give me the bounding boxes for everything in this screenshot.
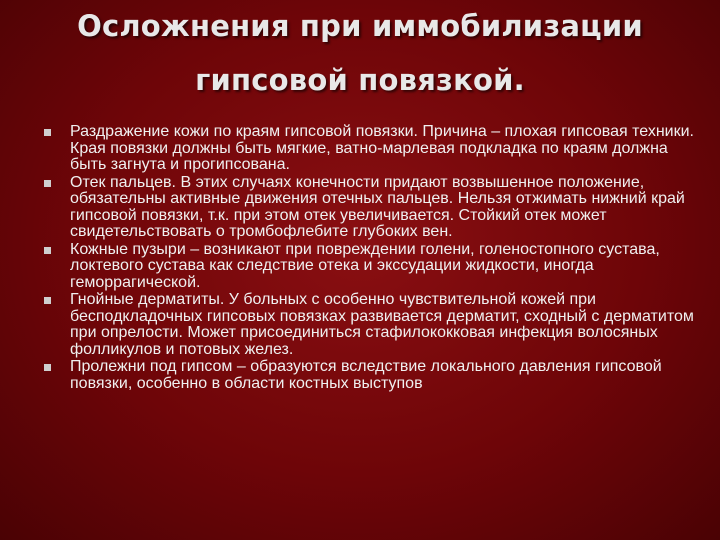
square-bullet-icon <box>44 129 51 136</box>
title-line-2: гипсовой повязкой. <box>195 63 525 97</box>
bullet-item <box>44 242 704 292</box>
bullet-text: Раздражение кожи по краям гипсовой повязки. Причина – плохая гипсовая техники. Края повязки должны быть мягкие, ватно-марлевая подкладка по краям должна быть загнута и прогипсована. <box>70 123 694 173</box>
square-bullet-icon <box>44 297 51 304</box>
bullet-text: Отек пальцев. В этих случаях конечности придают возвышенное положение, обязательны активные движения отечных пальцев. Нельзя отжимать нижний край гипсовой повязки, т.к. при этом отек увеличивается. Стойкий отек может свидетельствовать о тромбофлебите глубоких вен. <box>70 173 685 240</box>
bullet-item <box>44 359 704 392</box>
bullet-list <box>44 124 704 393</box>
bullet-text: Кожные пузыри – возникают при повреждении голени, голеностопного сустава, локтевого сустава как следствие отека и экссудации жидкости, иногда геморрагической. <box>70 240 660 291</box>
square-bullet-icon <box>44 180 51 187</box>
bullet-item <box>44 292 704 358</box>
square-bullet-icon <box>44 247 51 254</box>
bullet-text: Пролежни под гипсом – образуются вследствие локального давления гипсовой повязки, особенно в области костных выступов <box>70 358 662 392</box>
square-bullet-icon <box>44 364 51 371</box>
title-line-1: Осложнения при иммобилизации <box>77 9 643 43</box>
bullet-text: Гнойные дерматиты. У больных с особенно чувствительной кожей при бесподкладочных гипсовых повязках развивается дерматит, сходный с дерматитом при опрелости. Может присоединиться стафилококковая инфекция волосяных фолликулов и потовых желез. <box>70 291 694 358</box>
bullet-item <box>44 175 704 241</box>
slide-title <box>40 2 680 104</box>
bullet-item <box>44 124 704 174</box>
